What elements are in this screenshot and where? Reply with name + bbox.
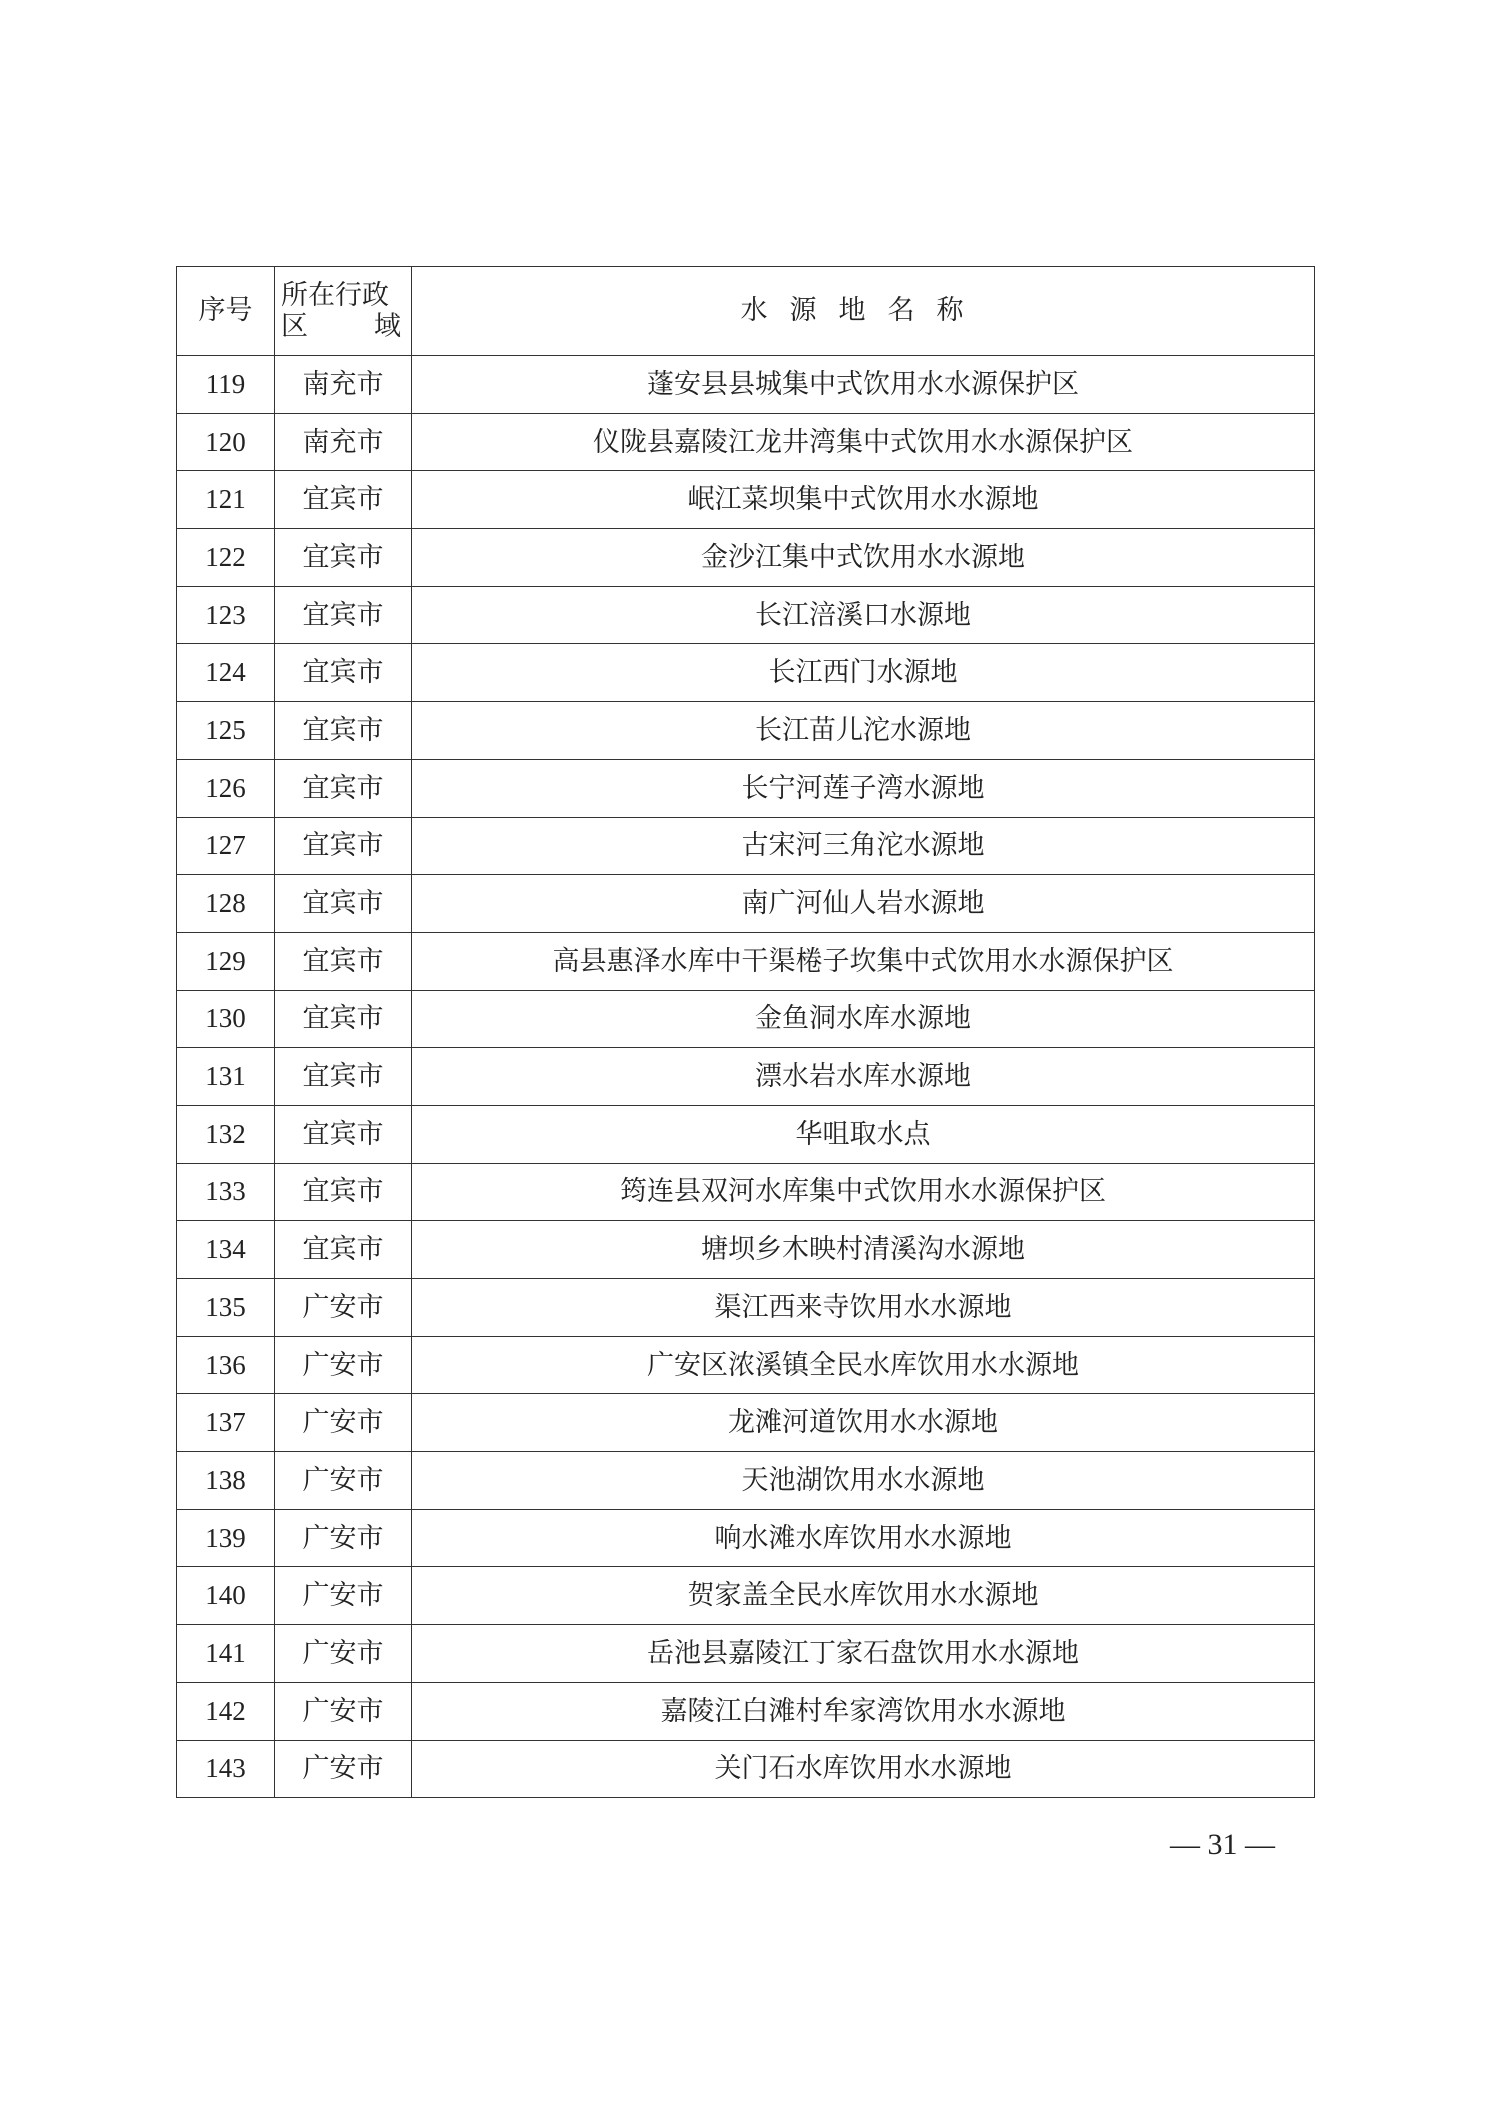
row-source-name: 岳池县嘉陵江丁家石盘饮用水水源地 (412, 1625, 1315, 1683)
table-row (177, 1452, 1315, 1510)
row-source-name: 岷江菜坝集中式饮用水水源地 (412, 471, 1315, 529)
table-row (177, 702, 1315, 760)
header-region-line2-b: 域 (374, 311, 401, 342)
table-row (177, 990, 1315, 1048)
row-source-name: 响水滩水库饮用水水源地 (412, 1509, 1315, 1567)
row-index: 128 (177, 875, 275, 933)
header-region-line1: 所在行政 (281, 279, 389, 311)
row-source-name: 金沙江集中式饮用水水源地 (412, 529, 1315, 587)
row-region: 宜宾市 (275, 1221, 412, 1279)
row-source-name: 嘉陵江白滩村牟家湾饮用水水源地 (412, 1682, 1315, 1740)
row-index: 129 (177, 932, 275, 990)
table-row (177, 1279, 1315, 1337)
header-region-line2 (281, 311, 411, 342)
row-source-name: 高县惠泽水库中干渠棬子坎集中式饮用水水源保护区 (412, 932, 1315, 990)
row-index: 125 (177, 702, 275, 760)
row-index: 135 (177, 1279, 275, 1337)
row-source-name: 天池湖饮用水水源地 (412, 1452, 1315, 1510)
row-index: 119 (177, 356, 275, 414)
table-header (177, 267, 1315, 356)
row-region: 宜宾市 (275, 875, 412, 933)
row-index: 126 (177, 759, 275, 817)
row-index: 133 (177, 1163, 275, 1221)
row-index: 124 (177, 644, 275, 702)
row-region: 宜宾市 (275, 1105, 412, 1163)
row-region: 宜宾市 (275, 1048, 412, 1106)
row-region: 宜宾市 (275, 529, 412, 587)
header-region-line2-a: 区 (281, 311, 308, 342)
table-row (177, 1509, 1315, 1567)
table-row (177, 875, 1315, 933)
row-index: 139 (177, 1509, 275, 1567)
header-index: 序号 (177, 267, 275, 356)
table-row (177, 1394, 1315, 1452)
row-index: 141 (177, 1625, 275, 1683)
row-source-name: 漂水岩水库水源地 (412, 1048, 1315, 1106)
table-row (177, 529, 1315, 587)
row-region: 广安市 (275, 1567, 412, 1625)
row-region: 宜宾市 (275, 471, 412, 529)
row-region: 宜宾市 (275, 932, 412, 990)
table-row (177, 932, 1315, 990)
row-source-name: 蓬安县县城集中式饮用水水源保护区 (412, 356, 1315, 414)
row-source-name: 渠江西来寺饮用水水源地 (412, 1279, 1315, 1337)
row-index: 136 (177, 1336, 275, 1394)
table-row (177, 356, 1315, 414)
header-source-name: 水源地名称 (412, 267, 1315, 356)
water-source-table (176, 266, 1315, 1798)
row-region: 广安市 (275, 1625, 412, 1683)
row-source-name: 金鱼洞水库水源地 (412, 990, 1315, 1048)
row-source-name: 长宁河莲子湾水源地 (412, 759, 1315, 817)
row-region: 广安市 (275, 1682, 412, 1740)
row-region: 广安市 (275, 1279, 412, 1337)
row-region: 广安市 (275, 1336, 412, 1394)
page-number: — 31 — (1170, 1828, 1275, 1861)
row-index: 127 (177, 817, 275, 875)
row-source-name: 仪陇县嘉陵江龙井湾集中式饮用水水源保护区 (412, 413, 1315, 471)
header-row (177, 267, 1315, 356)
row-index: 137 (177, 1394, 275, 1452)
row-region: 宜宾市 (275, 759, 412, 817)
table-row (177, 817, 1315, 875)
row-region: 广安市 (275, 1452, 412, 1510)
row-index: 134 (177, 1221, 275, 1279)
row-source-name: 长江涪溪口水源地 (412, 586, 1315, 644)
table-row (177, 644, 1315, 702)
row-source-name: 长江西门水源地 (412, 644, 1315, 702)
row-source-name: 龙滩河道饮用水水源地 (412, 1394, 1315, 1452)
row-source-name: 筠连县双河水库集中式饮用水水源保护区 (412, 1163, 1315, 1221)
row-index: 131 (177, 1048, 275, 1106)
row-source-name: 古宋河三角沱水源地 (412, 817, 1315, 875)
row-index: 132 (177, 1105, 275, 1163)
row-index: 121 (177, 471, 275, 529)
row-index: 122 (177, 529, 275, 587)
table-row (177, 1567, 1315, 1625)
row-region: 宜宾市 (275, 586, 412, 644)
row-source-name: 南广河仙人岩水源地 (412, 875, 1315, 933)
water-source-table-container (176, 266, 1314, 1798)
row-index: 123 (177, 586, 275, 644)
row-source-name: 关门石水库饮用水水源地 (412, 1740, 1315, 1798)
row-index: 140 (177, 1567, 275, 1625)
table-body (177, 356, 1315, 1798)
row-source-name: 贺家盖全民水库饮用水水源地 (412, 1567, 1315, 1625)
row-region: 宜宾市 (275, 817, 412, 875)
row-region: 南充市 (275, 413, 412, 471)
row-region: 广安市 (275, 1509, 412, 1567)
row-source-name: 华咀取水点 (412, 1105, 1315, 1163)
row-source-name: 长江苗儿沱水源地 (412, 702, 1315, 760)
row-source-name: 广安区浓溪镇全民水库饮用水水源地 (412, 1336, 1315, 1394)
row-region: 宜宾市 (275, 1163, 412, 1221)
table-row (177, 1740, 1315, 1798)
row-index: 142 (177, 1682, 275, 1740)
table-row (177, 1163, 1315, 1221)
table-row (177, 586, 1315, 644)
row-region: 广安市 (275, 1740, 412, 1798)
table-row (177, 413, 1315, 471)
row-region: 宜宾市 (275, 644, 412, 702)
row-region: 南充市 (275, 356, 412, 414)
table-row (177, 1682, 1315, 1740)
row-index: 120 (177, 413, 275, 471)
table-row (177, 1105, 1315, 1163)
table-row (177, 1336, 1315, 1394)
table-row (177, 1221, 1315, 1279)
row-source-name: 塘坝乡木映村清溪沟水源地 (412, 1221, 1315, 1279)
row-region: 宜宾市 (275, 702, 412, 760)
table-row (177, 471, 1315, 529)
table-row (177, 1625, 1315, 1683)
row-index: 138 (177, 1452, 275, 1510)
table-row (177, 1048, 1315, 1106)
header-region (275, 267, 412, 356)
row-index: 143 (177, 1740, 275, 1798)
table-row (177, 759, 1315, 817)
row-index: 130 (177, 990, 275, 1048)
row-region: 广安市 (275, 1394, 412, 1452)
row-region: 宜宾市 (275, 990, 412, 1048)
